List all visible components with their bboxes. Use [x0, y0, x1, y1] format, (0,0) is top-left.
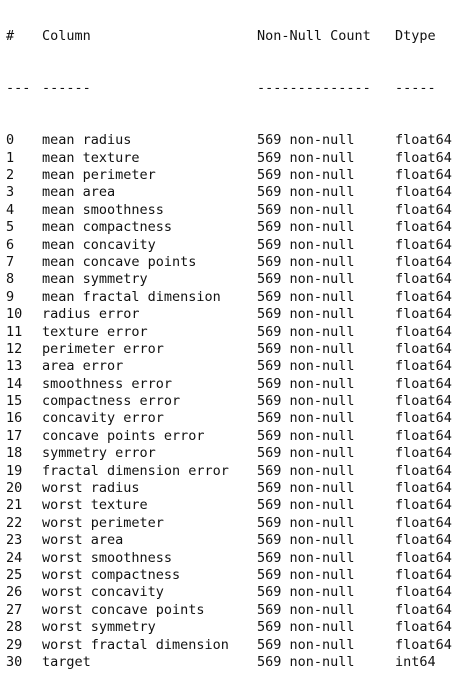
row-dtype: float64 — [395, 566, 452, 583]
row-index: 22 — [6, 514, 23, 531]
row-column-name: mean concavity — [42, 236, 156, 253]
row-index: 8 — [6, 271, 15, 288]
row-column-name: symmetry error — [42, 445, 156, 462]
table-row — [6, 619, 452, 636]
row-dtype: float64 — [395, 201, 452, 218]
row-non-null-count: 569 non-null — [257, 619, 355, 636]
header-row — [6, 27, 436, 45]
row-column-name: worst perimeter — [42, 514, 164, 531]
row-dtype: float64 — [395, 340, 452, 357]
row-dtype: float64 — [395, 549, 452, 566]
table-row — [6, 132, 452, 149]
row-column-name: fractal dimension error — [42, 462, 229, 479]
row-index: 5 — [6, 219, 15, 236]
row-column-name: mean texture — [42, 149, 140, 166]
row-column-name: smoothness error — [42, 375, 173, 392]
row-column-name: target — [42, 653, 91, 670]
row-column-name: worst texture — [42, 497, 148, 514]
row-column-name: worst compactness — [42, 566, 181, 583]
row-index: 17 — [6, 427, 23, 444]
table-row — [6, 462, 452, 480]
row-non-null-count: 569 non-null — [257, 480, 355, 497]
separator-row — [6, 80, 436, 97]
table-row — [6, 566, 452, 584]
header-non-null-count: Non-Null Count — [257, 27, 371, 44]
row-non-null-count: 569 non-null — [257, 236, 355, 253]
row-non-null-count: 569 non-null — [257, 427, 355, 444]
row-dtype: float64 — [395, 149, 452, 166]
row-column-name: perimeter error — [42, 340, 164, 357]
row-non-null-count: 569 non-null — [257, 549, 355, 566]
row-dtype: float64 — [395, 358, 452, 375]
row-index: 29 — [6, 636, 23, 653]
table-row — [6, 427, 452, 445]
row-column-name: worst symmetry — [42, 619, 156, 636]
row-dtype: int64 — [395, 653, 436, 670]
row-non-null-count: 569 non-null — [257, 566, 355, 583]
row-non-null-count: 569 non-null — [257, 636, 355, 653]
table-row — [6, 184, 452, 201]
table-row — [6, 167, 452, 184]
row-index: 16 — [6, 410, 23, 427]
row-column-name: compactness error — [42, 393, 181, 410]
table-row — [6, 497, 452, 514]
row-index: 3 — [6, 184, 15, 201]
row-non-null-count: 569 non-null — [257, 393, 355, 410]
separator-index: --- — [6, 80, 31, 97]
row-index: 23 — [6, 532, 23, 549]
row-non-null-count: 569 non-null — [257, 184, 355, 201]
row-index: 0 — [6, 132, 15, 149]
row-column-name: worst area — [42, 532, 124, 549]
row-index: 10 — [6, 306, 23, 323]
row-dtype: float64 — [395, 323, 452, 340]
row-column-name: area error — [42, 358, 124, 375]
header-dtype: Dtype — [395, 27, 436, 44]
separator-count: -------------- — [257, 80, 371, 97]
row-non-null-count: 569 non-null — [257, 167, 355, 183]
table-row — [6, 288, 452, 306]
row-dtype: float64 — [395, 480, 452, 497]
table-row — [6, 532, 452, 549]
table-row — [6, 149, 452, 167]
row-non-null-count: 569 non-null — [257, 288, 355, 305]
row-index: 25 — [6, 566, 23, 583]
row-dtype: float64 — [395, 271, 452, 288]
row-column-name: worst fractal dimension — [42, 636, 229, 653]
table-row — [6, 323, 452, 341]
row-dtype: float64 — [395, 184, 452, 201]
row-dtype: float64 — [395, 584, 452, 601]
row-non-null-count: 569 non-null — [257, 601, 355, 618]
row-dtype: float64 — [395, 601, 452, 618]
row-non-null-count: 569 non-null — [257, 462, 355, 479]
row-column-name: mean area — [42, 184, 116, 201]
row-column-name: radius error — [42, 306, 140, 323]
row-column-name: mean smoothness — [42, 201, 164, 218]
table-row — [6, 375, 452, 393]
row-index: 9 — [6, 288, 15, 305]
row-non-null-count: 569 non-null — [257, 201, 355, 218]
row-column-name: concavity error — [42, 410, 164, 427]
column-rows — [6, 132, 452, 671]
row-non-null-count: 569 non-null — [257, 323, 355, 340]
row-index: 1 — [6, 149, 15, 166]
table-row — [6, 219, 452, 236]
row-dtype: float64 — [395, 306, 452, 323]
row-index: 27 — [6, 601, 23, 618]
row-dtype: float64 — [395, 636, 452, 653]
table-row — [6, 393, 452, 410]
row-index: 4 — [6, 201, 15, 218]
row-dtype: float64 — [395, 375, 452, 392]
row-dtype: float64 — [395, 445, 452, 462]
row-index: 13 — [6, 358, 23, 375]
row-index: 28 — [6, 619, 23, 636]
table-row — [6, 445, 452, 462]
row-dtype: float64 — [395, 219, 452, 236]
row-index: 20 — [6, 480, 23, 497]
row-non-null-count: 569 non-null — [257, 253, 355, 270]
row-dtype: float64 — [395, 236, 452, 253]
row-dtype: float64 — [395, 532, 452, 549]
row-index: 19 — [6, 462, 23, 479]
row-dtype: float64 — [395, 497, 452, 514]
row-index: 21 — [6, 497, 23, 514]
row-index: 12 — [6, 340, 23, 357]
row-non-null-count: 569 non-null — [257, 497, 355, 514]
table-row — [6, 584, 452, 601]
row-column-name: texture error — [42, 323, 148, 340]
row-non-null-count: 569 non-null — [257, 271, 355, 288]
header-column: Column — [42, 27, 91, 44]
row-non-null-count: 569 non-null — [257, 358, 355, 375]
row-index: 11 — [6, 323, 23, 340]
row-index: 26 — [6, 584, 23, 601]
row-non-null-count: 569 non-null — [257, 584, 355, 601]
row-non-null-count: 569 non-null — [257, 375, 355, 392]
row-column-name: mean fractal dimension — [42, 288, 221, 305]
table-row — [6, 306, 452, 323]
row-non-null-count: 569 non-null — [257, 514, 355, 531]
row-non-null-count: 569 non-null — [257, 306, 355, 323]
row-index: 15 — [6, 393, 23, 410]
header-index: # — [6, 27, 15, 44]
row-column-name: mean perimeter — [42, 167, 156, 183]
row-column-name: worst concave points — [42, 601, 205, 618]
row-index: 2 — [6, 167, 15, 183]
row-dtype: float64 — [395, 514, 452, 531]
row-dtype: float64 — [395, 167, 452, 183]
table-row — [6, 358, 452, 375]
row-dtype: float64 — [395, 410, 452, 427]
row-index: 6 — [6, 236, 15, 253]
table-row — [6, 653, 436, 671]
row-dtype: float64 — [395, 462, 452, 479]
row-non-null-count: 569 non-null — [257, 445, 355, 462]
row-non-null-count: 569 non-null — [257, 532, 355, 549]
row-column-name: concave points error — [42, 427, 205, 444]
row-non-null-count: 569 non-null — [257, 132, 355, 149]
separator-dtype: ----- — [395, 80, 436, 97]
row-index: 14 — [6, 375, 23, 392]
table-row — [6, 514, 452, 532]
table-row — [6, 201, 452, 219]
row-index: 30 — [6, 653, 23, 670]
row-column-name: mean symmetry — [42, 271, 148, 288]
table-row — [6, 236, 452, 254]
row-index: 24 — [6, 549, 23, 566]
dataframe-info-output — [6, 0, 452, 689]
row-non-null-count: 569 non-null — [257, 410, 355, 427]
row-non-null-count: 569 non-null — [257, 653, 355, 670]
table-row — [6, 340, 452, 358]
row-dtype: float64 — [395, 288, 452, 305]
table-row — [6, 480, 452, 497]
row-non-null-count: 569 non-null — [257, 219, 355, 236]
row-dtype: float64 — [395, 619, 452, 636]
separator-column: ------ — [42, 80, 91, 97]
row-column-name: mean radius — [42, 132, 132, 149]
table-row — [6, 601, 452, 619]
row-dtype: float64 — [395, 253, 452, 270]
table-row — [6, 271, 452, 288]
table-row — [6, 410, 452, 427]
row-dtype: float64 — [395, 393, 452, 410]
row-non-null-count: 569 non-null — [257, 149, 355, 166]
row-index: 18 — [6, 445, 23, 462]
row-column-name: mean concave points — [42, 253, 197, 270]
table-row — [6, 549, 452, 567]
row-column-name: worst radius — [42, 480, 140, 497]
row-column-name: mean compactness — [42, 219, 173, 236]
row-column-name: worst smoothness — [42, 549, 173, 566]
table-row — [6, 636, 452, 654]
row-dtype: float64 — [395, 427, 452, 444]
row-column-name: worst concavity — [42, 584, 164, 601]
table-row — [6, 253, 452, 271]
row-index: 7 — [6, 253, 15, 270]
row-non-null-count: 569 non-null — [257, 340, 355, 357]
row-dtype: float64 — [395, 132, 452, 149]
